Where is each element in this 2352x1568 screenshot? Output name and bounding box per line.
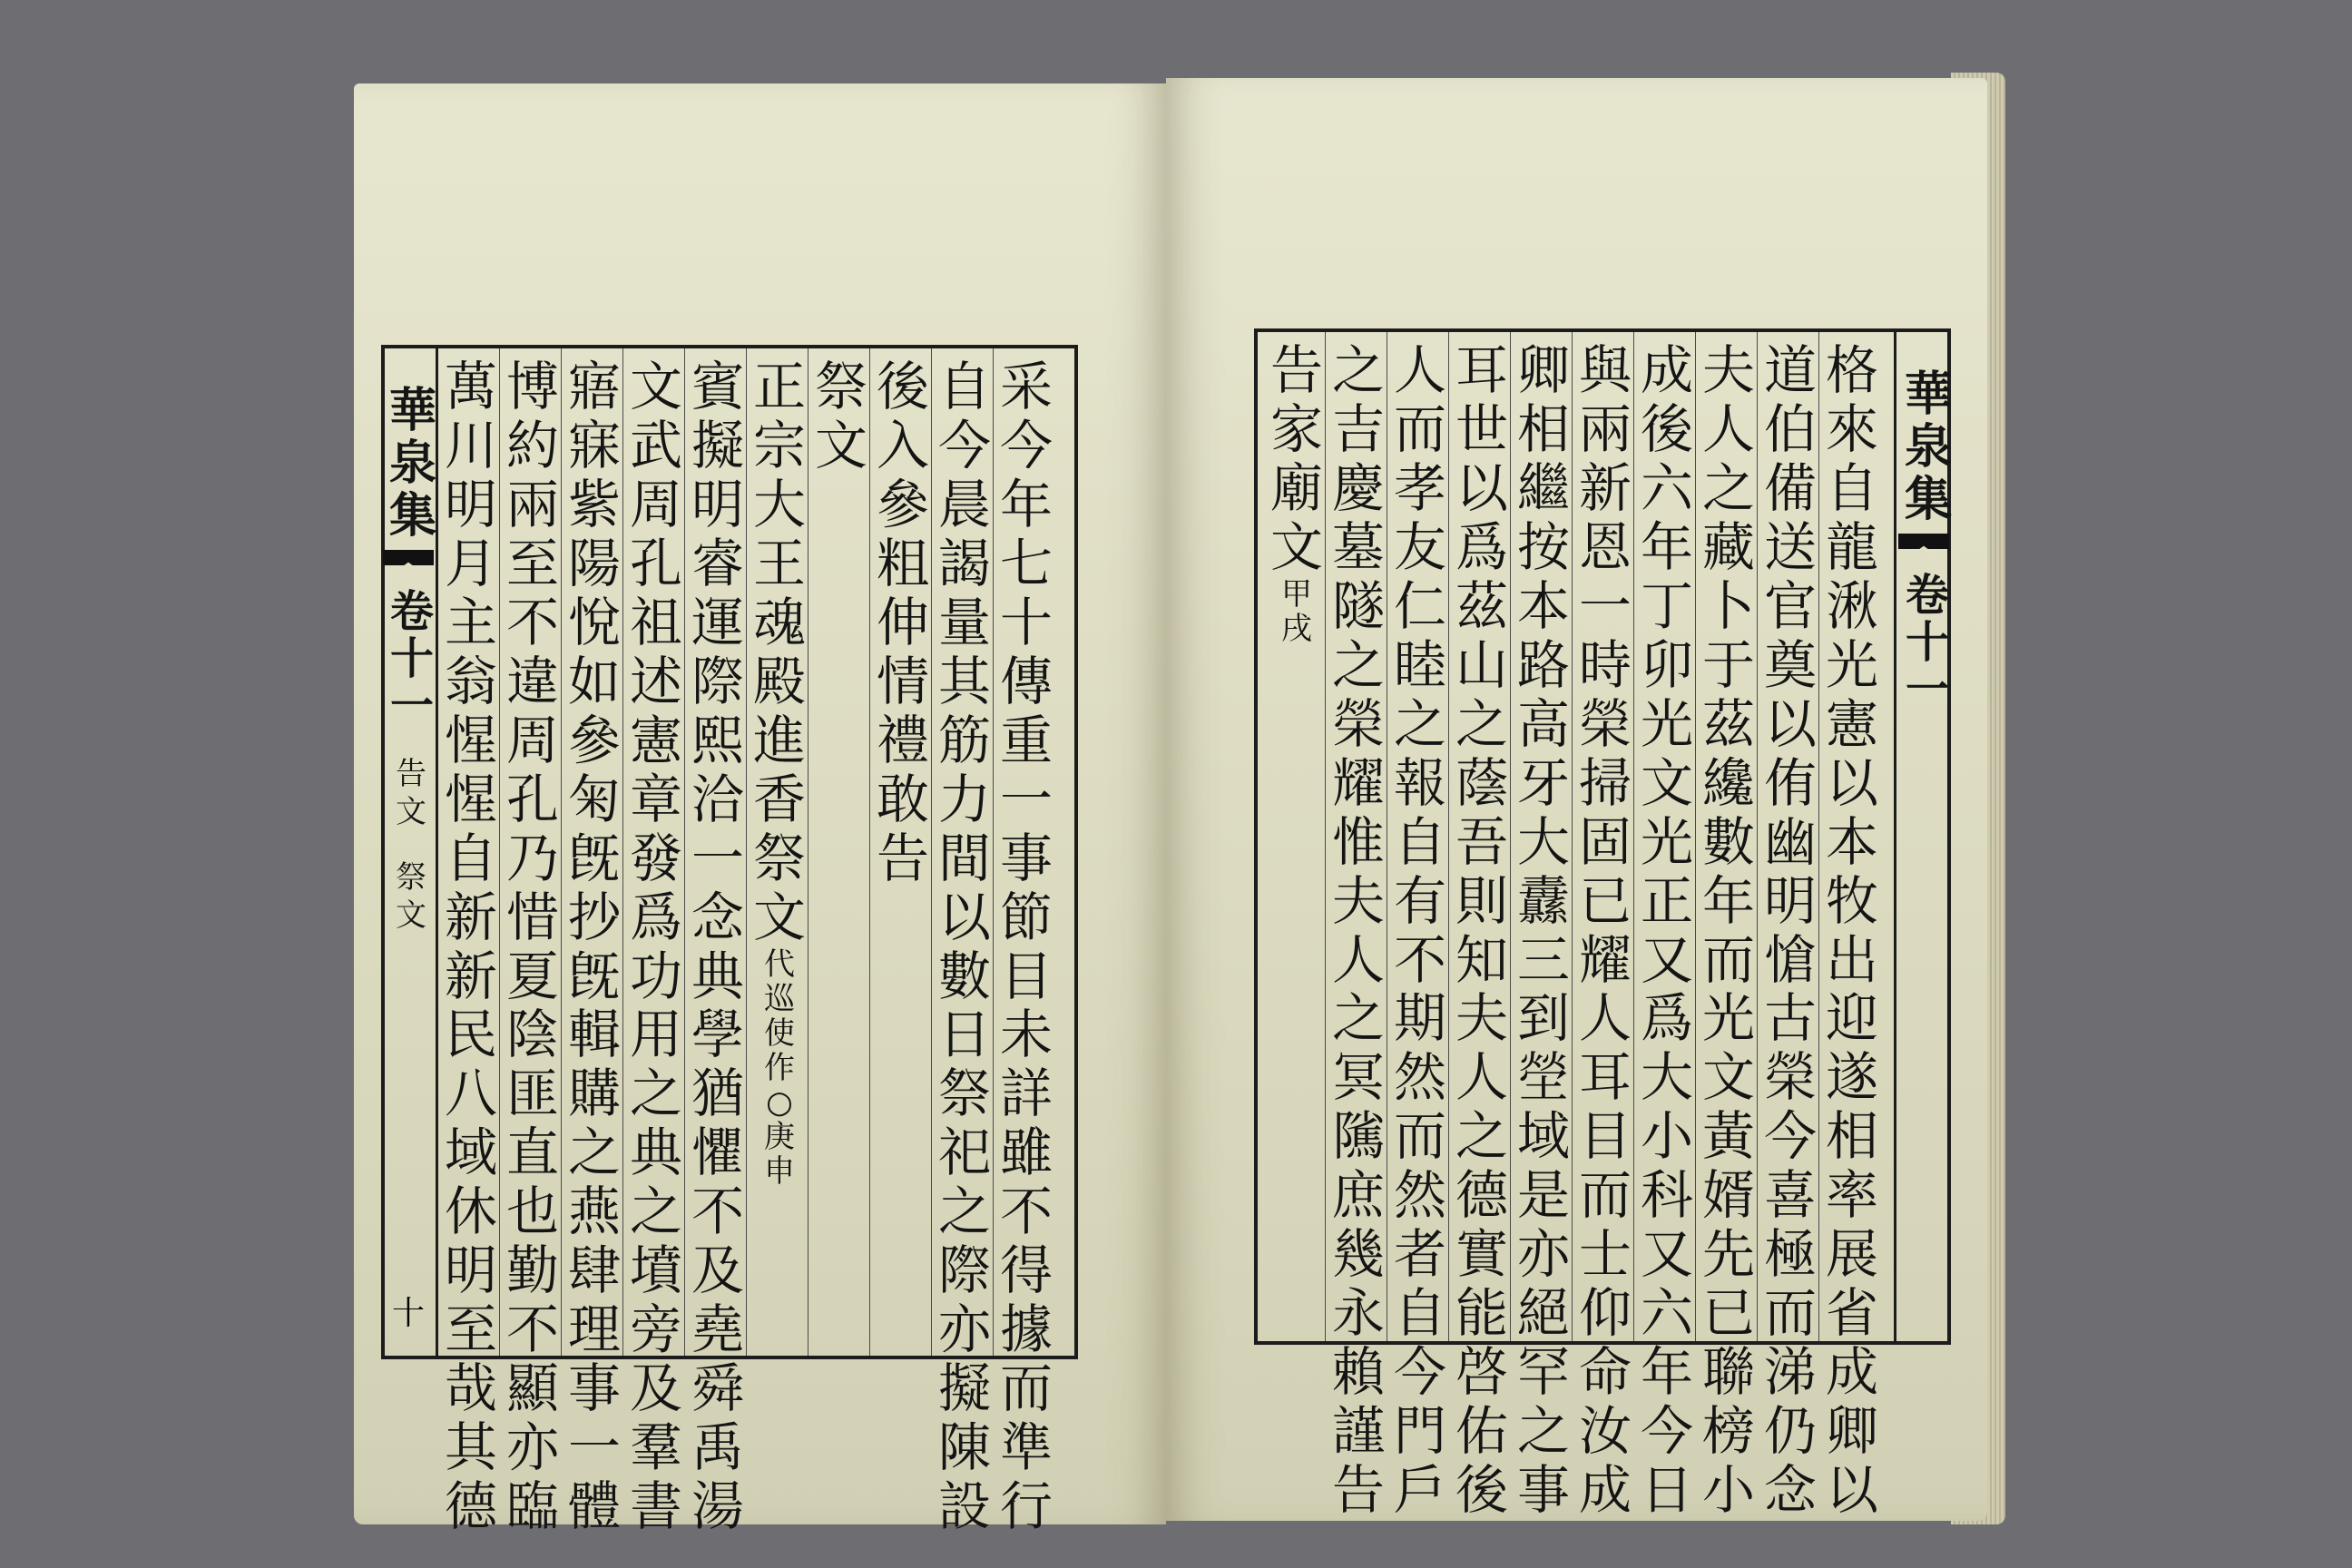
right-banner-volume: 卷十一: [1897, 572, 1949, 713]
column-note: 使: [764, 1014, 795, 1052]
column-note: 戌: [1281, 610, 1312, 647]
column-note: 作: [764, 1049, 795, 1086]
column-rule: [746, 348, 747, 1356]
text-column: 格 來 自 龍 湫 光 憲 以 本 牧 出 迎 遂 相 率 展 省 成 卿 以: [1825, 339, 1878, 1522]
text-column: 與 兩 新 恩 一 時 榮 掃 固 已 耀 人 耳 目 而 士 仰 命 汝 成: [1578, 339, 1632, 1522]
text-column: 賓 擬 明 睿 運 際 熙 洽 一 念 典 學 猶 懼 不 及 堯 舜 禹 湯: [691, 356, 744, 1538]
column-rule: [1633, 332, 1634, 1341]
text-column: 後 入 參 粗 伸 情 禮 敢 告: [876, 356, 929, 889]
text-column: 自 今 晨 謁 量 其 筋 力 間 以 數 日 祭 祀 之 際 亦 擬 陳 設: [937, 356, 991, 1538]
column-rule: [684, 348, 685, 1356]
column-rule: [1695, 332, 1696, 1341]
left-banner-section-2: 祭文: [389, 860, 426, 936]
text-column: 博 約 兩 至 不 違 周 孔 乃 惜 夏 陰 匪 直 也 勤 不 顯 亦 臨: [505, 356, 559, 1538]
column-rule: [931, 348, 932, 1356]
column-rule: [1510, 332, 1511, 1341]
column-rule: [1818, 332, 1819, 1341]
column-rule: [622, 348, 623, 1356]
text-column: 寤 寐 紫 陽 悅 如 參 匊 旣 抄 旣 輯 購 之 燕 肆 理 事 一 體: [567, 356, 621, 1538]
text-column: 文 武 周 孔 祖 述 憲 章 發 爲 功 用 之 典 之 墳 旁 及 羣 書: [629, 356, 682, 1538]
column-note: 申: [764, 1153, 795, 1190]
column-rule: [561, 348, 562, 1356]
text-column: 卿 相 繼 按 本 路 高 牙 大 纛 三 到 塋 域 是 亦 絕 罕 之 事: [1516, 339, 1570, 1522]
column-rule: [1325, 332, 1326, 1341]
column-rule: [1572, 332, 1573, 1341]
column-note: 甲: [1281, 575, 1312, 612]
column-rule: [1757, 332, 1758, 1341]
left-banner-volume: 卷十一: [382, 588, 434, 730]
text-column: 采 今 年 七 十 傳 重 一 事 節 目 未 詳 雖 不 得 據 而 準 行: [999, 356, 1053, 1538]
text-column: 祭 文: [814, 356, 867, 476]
left-banner-column: [381, 348, 438, 1356]
left-banner-title: 華泉集: [380, 385, 436, 543]
column-rule: [1448, 332, 1449, 1341]
right-banner-column: [1894, 332, 1951, 1341]
column-rule: [869, 348, 870, 1356]
text-column: 人 而 孝 友 仁 睦 之 報 自 有 不 期 然 而 然 者 自 今 門 戶: [1393, 339, 1446, 1522]
right-text-frame: [1254, 328, 1952, 1522]
text-column: 之 吉 慶 墓 隧 之 榮 耀 惟 夫 人 之 冥 隲 庶 幾 永 賴 謹 告: [1331, 339, 1385, 1522]
text-column: 成 後 六 年 丁 卯 光 文 光 正 又 爲 大 小 科 又 六 年 今 日: [1640, 339, 1693, 1522]
column-note: 巡: [764, 980, 795, 1017]
left-banner-section-1: 告文: [389, 757, 426, 833]
text-column: 道 伯 備 送 官 奠 以 侑 幽 明 愴 古 榮 今 喜 極 而 涕 仍 念: [1763, 339, 1817, 1522]
right-banner-title: 華泉集: [1896, 368, 1952, 526]
text-column: 夫 人 之 藏 卜 于 茲 纔 數 年 而 光 文 黃 婿 先 已 聯 榜 小: [1701, 339, 1755, 1522]
fishtail-mark: [383, 550, 434, 581]
column-note: ○: [766, 1083, 793, 1121]
column-note: 庚: [764, 1118, 795, 1155]
text-column: 正 宗 大 王 魂 殿 進 香 祭 文 代 巡 使 作 ○ 庚 申: [748, 358, 811, 1189]
left-text-frame: [380, 345, 1078, 1538]
column-rule: [993, 348, 994, 1356]
text-column: 萬 川 明 月 主 翁 惺 惺 自 新 新 民 八 域 休 明 至 哉 其 德: [444, 356, 497, 1538]
fishtail-mark: [1898, 534, 1949, 564]
column-rule: [499, 348, 500, 1356]
text-column: 告 家 廟 文 甲 戌: [1265, 341, 1328, 646]
text-column: 耳 世 以 爲 茲 山 之 蔭 吾 則 知 夫 人 之 德 實 能 啓 佑 後: [1455, 339, 1508, 1522]
left-page-number: 十: [391, 1295, 425, 1332]
column-note: 代: [764, 946, 795, 983]
